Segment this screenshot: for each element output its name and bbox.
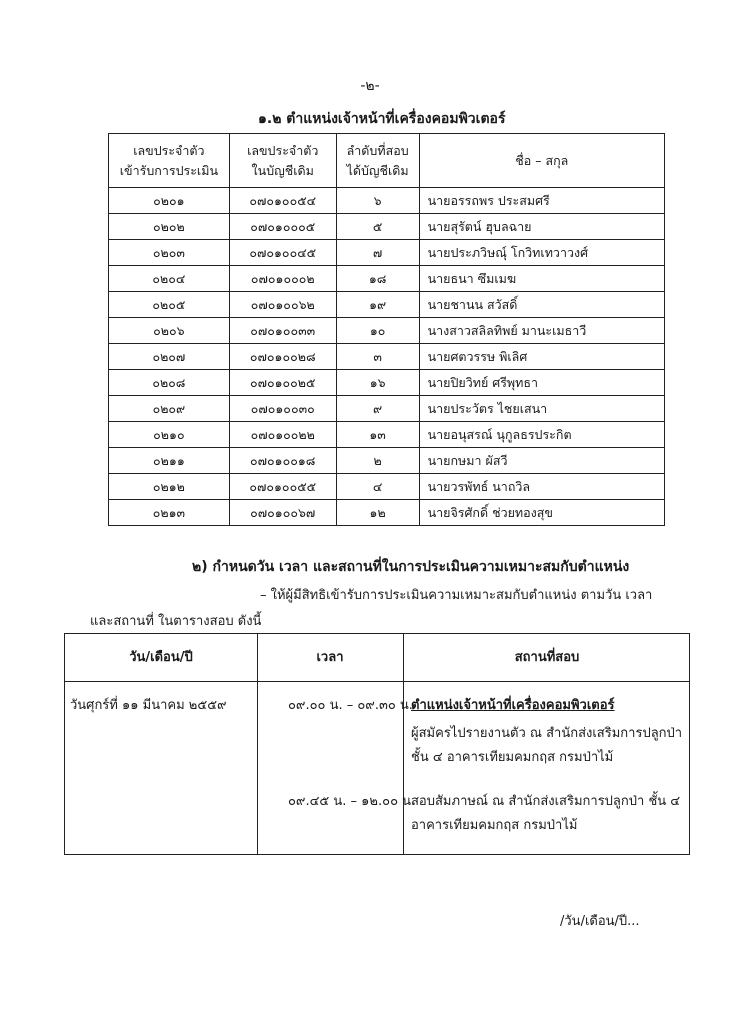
table-row [109,500,665,526]
header-line: ได้บัญชีเดิม [346,162,409,178]
name-cell: นายประวัตร ไชยเสนา [419,396,664,422]
rank-cell: ๑๓ [336,422,419,448]
col-header-old-id [229,134,336,188]
exam-id-cell: ๐๒๐๘ [109,370,230,396]
slot1-time: ๐๙.๐๐ น. – ๐๙.๓๐ น. [288,698,413,713]
col-header-rank [336,134,419,188]
table-row [109,292,665,318]
name-cell: นายจิรศักดิ์ ช่วยทองสุข [419,500,664,526]
exam-id-cell: ๐๒๐๖ [109,318,230,344]
rank-cell: ๔ [336,474,419,500]
exam-id-cell: ๐๒๐๔ [109,266,230,292]
name-cell: นายวรพัทธ์ นาถวิล [419,474,664,500]
table-row [109,422,665,448]
slot1-place-line1: ผู้สมัครไปรายงานตัว ณ สำนักส่งเสริมการปลูกป่า [411,726,683,741]
exam-id-cell: ๐๒๑๓ [109,500,230,526]
schedule-header-time: เวลา [316,650,344,665]
exam-id-cell: ๐๒๐๒ [109,214,230,240]
exam-id-cell: ๐๒๐๓ [109,240,230,266]
candidate-table [108,133,665,526]
table-row [109,266,665,292]
name-cell: นายปิยวิทย์ ศรีพุทธา [419,370,664,396]
slot2-place-line1: สอบสัมภาษณ์ ณ สำนักส่งเสริมการปลูกป่า ชั้น ๔ [411,794,681,809]
rank-cell: ๙ [336,396,419,422]
rank-cell: ๑๙ [336,292,419,318]
rank-cell: ๑๖ [336,370,419,396]
rank-cell: ๑๐ [336,318,419,344]
page-number: -๒- [360,78,380,94]
table-row [109,344,665,370]
schedule-table [64,633,690,855]
position-title: ตำแหน่งเจ้าหน้าที่เครื่องคอมพิวเตอร์ [411,698,615,713]
table-row [109,370,665,396]
name-cell: นายศตวรรษ พิเลิศ [419,344,664,370]
table-row [109,396,665,422]
table-row [109,240,665,266]
rank-cell: ๓ [336,344,419,370]
rank-cell: ๕ [336,214,419,240]
header-line: ลำดับที่สอบ [346,142,409,158]
exam-id-cell: ๐๒๑๐ [109,422,230,448]
rank-cell: ๖ [336,188,419,214]
rank-cell: ๒ [336,448,419,474]
exam-id-cell: ๐๒๐๗ [109,344,230,370]
slot2-time: ๐๙.๔๕ น. – ๑๒.๐๐ น. [288,794,416,809]
old-id-cell: ๐๗๐๑๐๐๕๔ [229,188,336,214]
header-line: เข้ารับการประเมิน [119,162,218,178]
table-body [109,188,665,526]
table-row [109,214,665,240]
table-row [109,188,665,214]
exam-id-cell: ๐๒๐๑ [109,188,230,214]
table-header-row [109,134,665,188]
name-cell: นายประภวิษณุ์ โกวิทเทวาวงศ์ [419,240,664,266]
old-id-cell: ๐๗๐๑๐๐๖๒ [229,292,336,318]
old-id-cell: ๐๗๐๑๐๐๒๒ [229,422,336,448]
exam-id-cell: ๐๒๑๑ [109,448,230,474]
section2-paragraph-line2: และสถานที่ ในตารางสอบ ดังนี้ [90,614,262,629]
section2-paragraph-line1: – ให้ผู้มีสิทธิเข้ารับการประเมินความเหมาะสมกับตำแหน่ง ตามวัน เวลา [260,588,653,603]
schedule-header-date: วัน/เดือน/ปี [129,650,193,665]
slot1-place-line2: ชั้น ๔ อาคารเทียมคมกฤส กรมป่าไม้ [411,750,614,765]
rank-cell: ๑๘ [336,266,419,292]
continuation-note: /วัน/เดือน/ปี... [560,914,640,929]
exam-id-cell: ๐๒๑๒ [109,474,230,500]
col-header-exam-id [109,134,230,188]
old-id-cell: ๐๗๐๑๐๐๒๕ [229,370,336,396]
header-line: เลขประจำตัว [133,142,205,158]
slot2-place-line2: อาคารเทียมคมกฤส กรมป่าไม้ [411,818,578,833]
section-title: ๑.๒ ตำแหน่งเจ้าหน้าที่เครื่องคอมพิวเตอร์ [258,111,506,127]
schedule-date: วันศุกร์ที่ ๑๑ มีนาคม ๒๕๕๙ [70,698,227,713]
table-row [109,448,665,474]
old-id-cell: ๐๗๐๑๐๐๑๘ [229,448,336,474]
old-id-cell: ๐๗๐๑๐๐๖๗ [229,500,336,526]
rank-cell: ๗ [336,240,419,266]
old-id-cell: ๐๗๐๑๐๐๒๘ [229,344,336,370]
exam-id-cell: ๐๒๐๙ [109,396,230,422]
header-line: ชื่อ – สกุล [515,152,569,168]
table-row [109,474,665,500]
name-cell: นายชานน สวัสดิ์ [419,292,664,318]
name-cell: นายอรรถพร ประสมศรี [419,188,664,214]
old-id-cell: ๐๗๐๑๐๐๐๒ [229,266,336,292]
old-id-cell: ๐๗๐๑๐๐๕๕ [229,474,336,500]
header-line: ในบัญชีเดิม [251,162,314,178]
exam-id-cell: ๐๒๐๕ [109,292,230,318]
name-cell: นายธนา ซึมเมฆ [419,266,664,292]
col-header-name [419,134,664,188]
name-cell: นายอนุสรณ์ นุกูลธรประกิต [419,422,664,448]
name-cell: นางสาวสลิลทิพย์ มานะเมธาวี [419,318,664,344]
header-line: เลขประจำตัว [247,142,319,158]
name-cell: นายกษมา ผัสวี [419,448,664,474]
schedule-header-place: สถานที่สอบ [514,650,580,665]
section2-title: ๒) กำหนดวัน เวลา และสถานที่ในการประเมินความเหมาะสมกับตำแหน่ง [192,559,630,575]
old-id-cell: ๐๗๐๑๐๐๓๓ [229,318,336,344]
old-id-cell: ๐๗๐๑๐๐๐๕ [229,214,336,240]
name-cell: นายสุรัตน์ ฮุบลฉาย [419,214,664,240]
rank-cell: ๑๒ [336,500,419,526]
old-id-cell: ๐๗๐๑๐๐๔๕ [229,240,336,266]
old-id-cell: ๐๗๐๑๐๐๓๐ [229,396,336,422]
table-row [109,318,665,344]
